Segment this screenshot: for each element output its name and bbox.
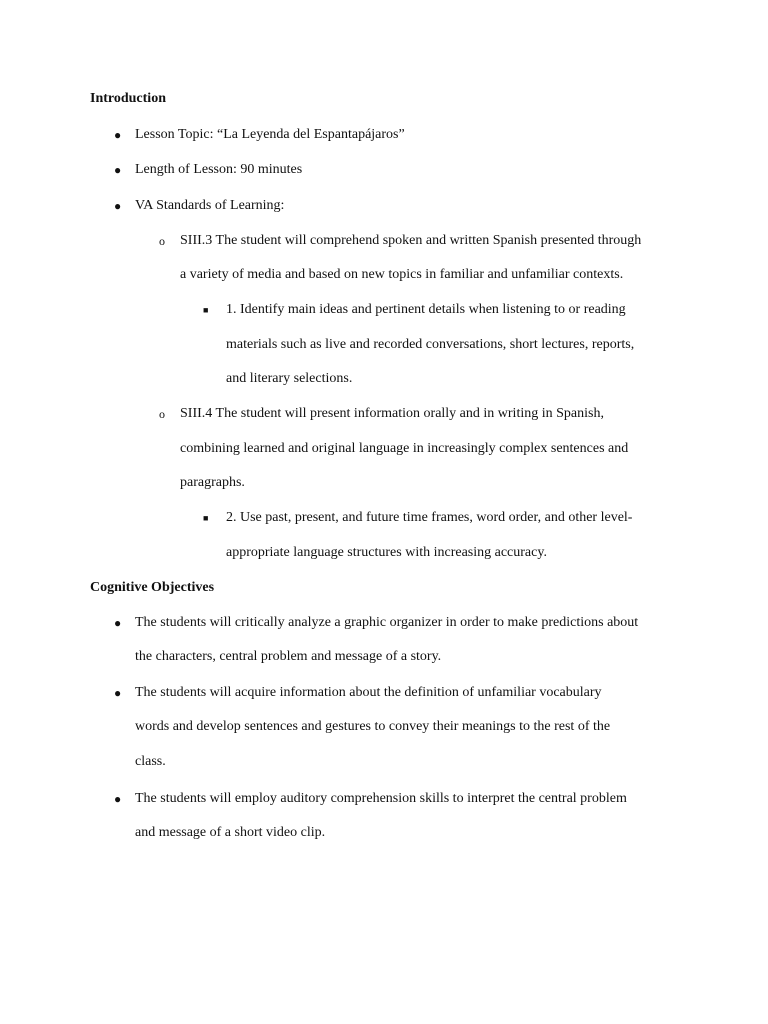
- bullet-icon: ●: [114, 616, 122, 630]
- square-bullet-icon: ■: [203, 305, 209, 315]
- circle-bullet-icon: o: [159, 407, 165, 421]
- lesson-topic: Lesson Topic: “La Leyenda del Espantapájaros”: [135, 127, 405, 142]
- bullet-icon: ●: [114, 792, 122, 806]
- standard-line: paragraphs.: [180, 475, 245, 490]
- lesson-length: Length of Lesson: 90 minutes: [135, 162, 303, 177]
- objective-line: The students will acquire information about the definition of unfamiliar vocabulary: [135, 685, 602, 700]
- standard-line: combining learned and original language in increasingly complex sentences and: [180, 441, 629, 456]
- introduction-heading: Introduction: [90, 91, 166, 106]
- sub-standard-line: and literary selections.: [226, 371, 353, 386]
- sub-standard-line: appropriate language structures with increasing accuracy.: [226, 545, 547, 560]
- objective-line: and message of a short video clip.: [135, 825, 326, 840]
- square-bullet-icon: ■: [203, 513, 209, 523]
- bullet-icon: ●: [114, 686, 122, 700]
- objective-line: words and develop sentences and gestures to convey their meanings to the rest of the: [135, 719, 611, 734]
- standards-label: VA Standards of Learning:: [135, 198, 285, 213]
- circle-bullet-icon: o: [159, 234, 165, 248]
- bullet-icon: ●: [114, 163, 122, 177]
- objective-line: The students will employ auditory comprehension skills to interpret the central problem: [135, 791, 627, 806]
- sub-standard-line: 2. Use past, present, and future time frames, word order, and other level-: [226, 510, 633, 525]
- objective-line: the characters, central problem and message of a story.: [135, 649, 442, 664]
- standard-line: SIII.3 The student will comprehend spoken and written Spanish presented through: [180, 233, 642, 248]
- bullet-icon: ●: [114, 128, 122, 142]
- objective-line: The students will critically analyze a graphic organizer in order to make predictions about: [135, 615, 639, 630]
- sub-standard-line: 1. Identify main ideas and pertinent details when listening to or reading: [226, 302, 626, 317]
- objective-line: class.: [135, 754, 166, 769]
- standard-line: a variety of media and based on new topics in familiar and unfamiliar contexts.: [180, 267, 624, 282]
- bullet-icon: ●: [114, 199, 122, 213]
- standard-line: SIII.4 The student will present information orally and in writing in Spanish,: [180, 406, 604, 421]
- sub-standard-line: materials such as live and recorded conversations, short lectures, reports,: [226, 337, 635, 352]
- cognitive-objectives-heading: Cognitive Objectives: [90, 580, 215, 595]
